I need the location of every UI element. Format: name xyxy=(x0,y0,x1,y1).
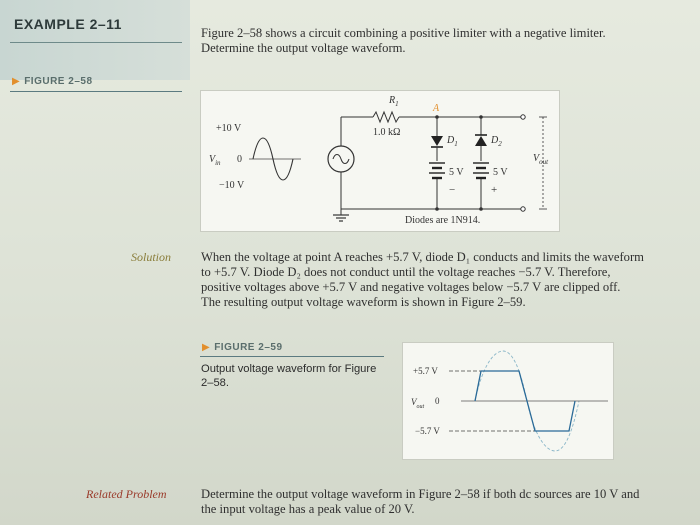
input-sine-wave xyxy=(249,138,301,180)
bottom-level-label: −5.7 V xyxy=(415,426,440,436)
circuit-diagram-panel xyxy=(200,90,560,232)
diode-d1-icon xyxy=(431,117,443,161)
circuit-diagram xyxy=(201,91,559,231)
ground-icon xyxy=(333,209,349,221)
related-line-1: Determine the output voltage waveform in Figure 2–58 if both dc sources are 10 V and xyxy=(201,487,640,501)
input-peak-positive: +10 V xyxy=(216,123,242,134)
vin-label: $V_{in}$ xyxy=(209,154,221,167)
resistor-icon xyxy=(373,112,399,122)
solution-paragraph xyxy=(201,250,696,310)
source-1-value: 5 V xyxy=(449,167,464,178)
solution-line-2: to +5.7 V. Diode D₂ does not conduct until the voltage reaches −5.7 V. Therefore, xyxy=(201,265,611,279)
solution-label: Solution xyxy=(131,250,172,264)
solution-line-4: The resulting output voltage waveform is shown in Figure 2–59. xyxy=(201,295,526,309)
resistor-value: 1.0 kΩ xyxy=(373,127,401,138)
figure-2-58-rule xyxy=(10,91,182,92)
related-line-2: the input voltage has a peak value of 20 V. xyxy=(201,502,415,516)
zero-label: 0 xyxy=(435,396,440,406)
example-header-band xyxy=(0,0,190,80)
arrow-icon: ▶ xyxy=(202,342,211,353)
intro-paragraph xyxy=(201,26,691,56)
battery-2-icon xyxy=(473,163,489,209)
waveform-panel xyxy=(402,342,614,460)
battery-1-icon xyxy=(429,163,445,209)
diodes-note: Diodes are 1N914. xyxy=(405,215,481,226)
battery-2-plus: + xyxy=(491,184,498,196)
solution-line-1: When the voltage at point A reaches +5.7 V, diode D₁ conducts and limits the waveform xyxy=(201,250,644,264)
solution-line-3: positive voltages above +5.7 V and negative voltages below −5.7 V are clipped off. xyxy=(201,280,621,294)
figure-2-59-caption xyxy=(201,362,391,390)
vout-label: $V_{out}$ xyxy=(411,397,425,410)
input-peak-negative: −10 V xyxy=(219,180,245,191)
arrow-icon: ▶ xyxy=(12,76,21,87)
top-level-label: +5.7 V xyxy=(413,366,438,376)
caption-line-2: 2–58. xyxy=(201,377,229,389)
node-a-label: A xyxy=(433,103,440,114)
ac-source-icon xyxy=(328,117,354,209)
figure-2-59-rule xyxy=(200,356,384,357)
resistor-label: $R_1$ xyxy=(389,95,399,108)
diode-d2-label: $D_2$ xyxy=(491,135,502,148)
diode-d1-label: $D_1$ xyxy=(447,135,458,148)
caption-line-1: Output voltage waveform for Figure xyxy=(201,363,377,375)
figure-2-58-label: ▶ FIGURE 2–58 xyxy=(12,76,93,87)
intro-line-1: Figure 2–58 shows a circuit combining a positive limiter with a negative limiter. xyxy=(201,26,606,40)
battery-1-minus: − xyxy=(449,184,456,196)
input-zero-label: 0 xyxy=(237,154,242,165)
example-title: EXAMPLE 2–11 xyxy=(14,16,122,32)
figure-2-59-label: ▶ FIGURE 2–59 xyxy=(202,342,283,353)
output-waveform xyxy=(403,343,613,459)
diode-d2-icon xyxy=(475,117,487,161)
related-problem-paragraph xyxy=(201,487,696,517)
intro-line-2: Determine the output voltage waveform. xyxy=(201,41,406,55)
source-2-value: 5 V xyxy=(493,167,508,178)
example-rule xyxy=(10,42,182,43)
vout-label: $V_{out}$ xyxy=(533,153,549,166)
related-problem-label: Related Problem xyxy=(86,487,167,501)
